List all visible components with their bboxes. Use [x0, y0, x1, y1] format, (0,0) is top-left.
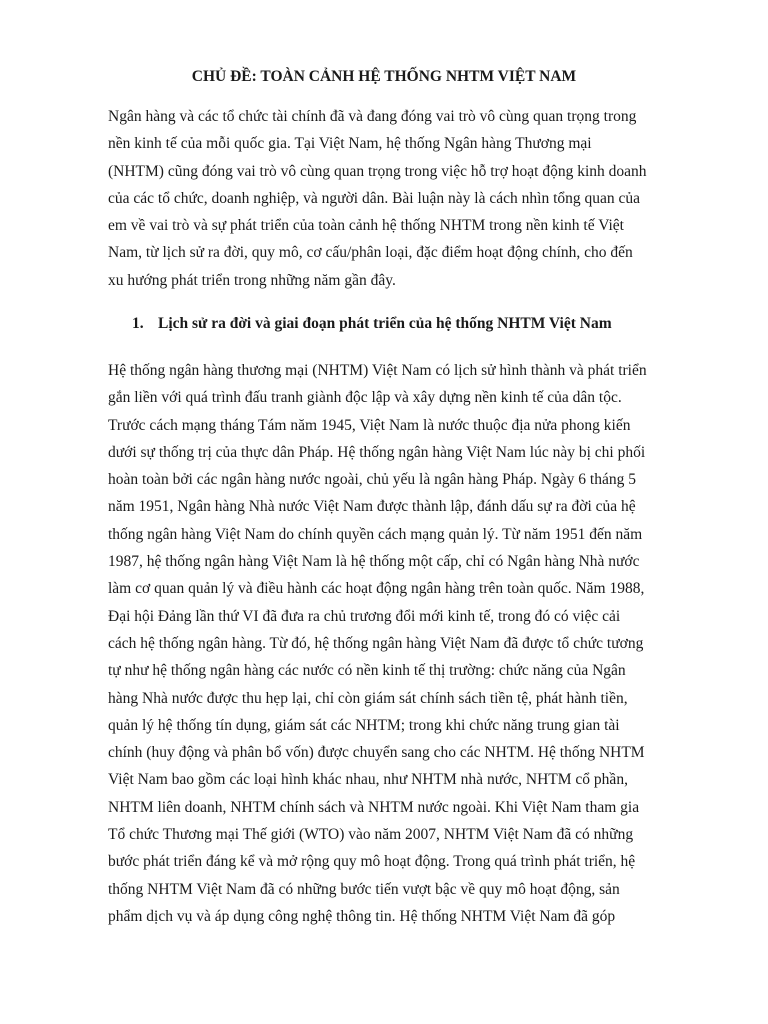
intro-paragraph — [108, 103, 708, 294]
body-line: bước phát triển đáng kể và mở rộng quy mô hoạt động. Trong quá trình phát triển, hệ — [108, 853, 636, 871]
intro-line: Nam, từ lịch sử ra đời, quy mô, cơ cấu/phân loại, đặc điểm hoạt động chính, cho đến — [108, 244, 633, 262]
body-line: chính (huy động và phân bổ vốn) được chuyển sang cho các NHTM. Hệ thống NHTM — [108, 744, 645, 762]
section-1-paragraph — [108, 357, 708, 930]
body-line: thống ngân hàng Việt Nam do chính quyền cách mạng quản lý. Từ năm 1951 đến năm — [108, 525, 643, 543]
body-line: Trước cách mạng tháng Tám năm 1945, Việt Nam là nước thuộc địa nửa phong kiến — [108, 416, 631, 434]
body-line: Hệ thống ngân hàng thương mại (NHTM) Việt Nam có lịch sử hình thành và phát triển — [108, 362, 647, 379]
body-line: hoàn toàn bởi các ngân hàng nước ngoài, chủ yếu là ngân hàng Pháp. Ngày 6 tháng 5 — [108, 471, 636, 489]
section-1-number: 1. — [132, 315, 144, 332]
intro-line: em về vai trò và sự phát triển của toàn cảnh hệ thống NHTM trong nền kinh tế Việt — [108, 217, 624, 235]
body-line: Đại hội Đảng lần thứ VI đã đưa ra chủ trương đổi mới kinh tế, trong đó có việc cải — [108, 607, 621, 625]
body-line: dưới sự thống trị của thực dân Pháp. Hệ thống ngân hàng Việt Nam lúc này bị chi phối — [108, 443, 646, 461]
intro-line: (NHTM) cũng đóng vai trò vô cùng quan trọng trong việc hỗ trợ hoạt động kinh doanh — [108, 162, 647, 180]
body-line: hàng Nhà nước được thu hẹp lại, chỉ còn giám sát chính sách tiền tệ, phát hành tiền, — [108, 689, 628, 707]
document-title: CHỦ ĐỀ: TOÀN CẢNH HỆ THỐNG NHTM VIỆT NAM — [191, 68, 577, 85]
body-line: 1987, hệ thống ngân hàng Việt Nam là hệ thống một cấp, chỉ có Ngân hàng Nhà nước — [108, 553, 640, 571]
body-line: gắn liền với quá trình đấu tranh giành độc lập và xây dựng nền kinh tế của dân tộc. — [108, 389, 622, 407]
body-line: cách hệ thống ngân hàng. Từ đó, hệ thống ngân hàng Việt Nam đã được tổ chức tương — [108, 634, 644, 652]
body-line: Tổ chức Thương mại Thế giới (WTO) vào năm 2007, NHTM Việt Nam đã có những — [108, 826, 634, 844]
body-line: Việt Nam bao gồm các loại hình khác nhau, như NHTM nhà nước, NHTM cổ phần, — [108, 771, 628, 789]
body-line: phẩm dịch vụ và áp dụng công nghệ thông tin. Hệ thống NHTM Việt Nam đã góp — [108, 907, 616, 925]
body-line: tự như hệ thống ngân hàng các nước có nền kinh tế thị trường: chức năng của Ngân — [108, 662, 626, 680]
body-line: làm cơ quan quản lý và điều hành các hoạt động ngân hàng trên toàn quốc. Năm 1988, — [108, 580, 645, 598]
body-line: năm 1951, Ngân hàng Nhà nước Việt Nam được thành lập, đánh dấu sự ra đời của hệ — [108, 498, 636, 516]
intro-line: xu hướng phát triển trong những năm gần đây. — [108, 271, 396, 289]
intro-line: Ngân hàng và các tổ chức tài chính đã và đang đóng vai trò vô cùng quan trọng trong — [108, 108, 637, 125]
body-line: quản lý hệ thống tín dụng, giám sát các NHTM; trong khi chức năng trung gian tài — [108, 716, 620, 734]
section-1-heading-text: Lịch sử ra đời và giai đoạn phát triển của hệ thống NHTM Việt Nam — [158, 315, 612, 332]
body-line: thống NHTM Việt Nam đã có những bước tiến vượt bậc về quy mô hoạt động, sản — [108, 880, 620, 898]
body-line: NHTM liên doanh, NHTM chính sách và NHTM nước ngoài. Khi Việt Nam tham gia — [108, 798, 640, 816]
section-1-heading — [132, 313, 612, 335]
intro-line: nền kinh tế của mỗi quốc gia. Tại Việt Nam, hệ thống Ngân hàng Thương mại — [108, 135, 592, 153]
intro-line: của các tổ chức, doanh nghiệp, và người dân. Bài luận này là cách nhìn tổng quan của — [108, 189, 641, 207]
